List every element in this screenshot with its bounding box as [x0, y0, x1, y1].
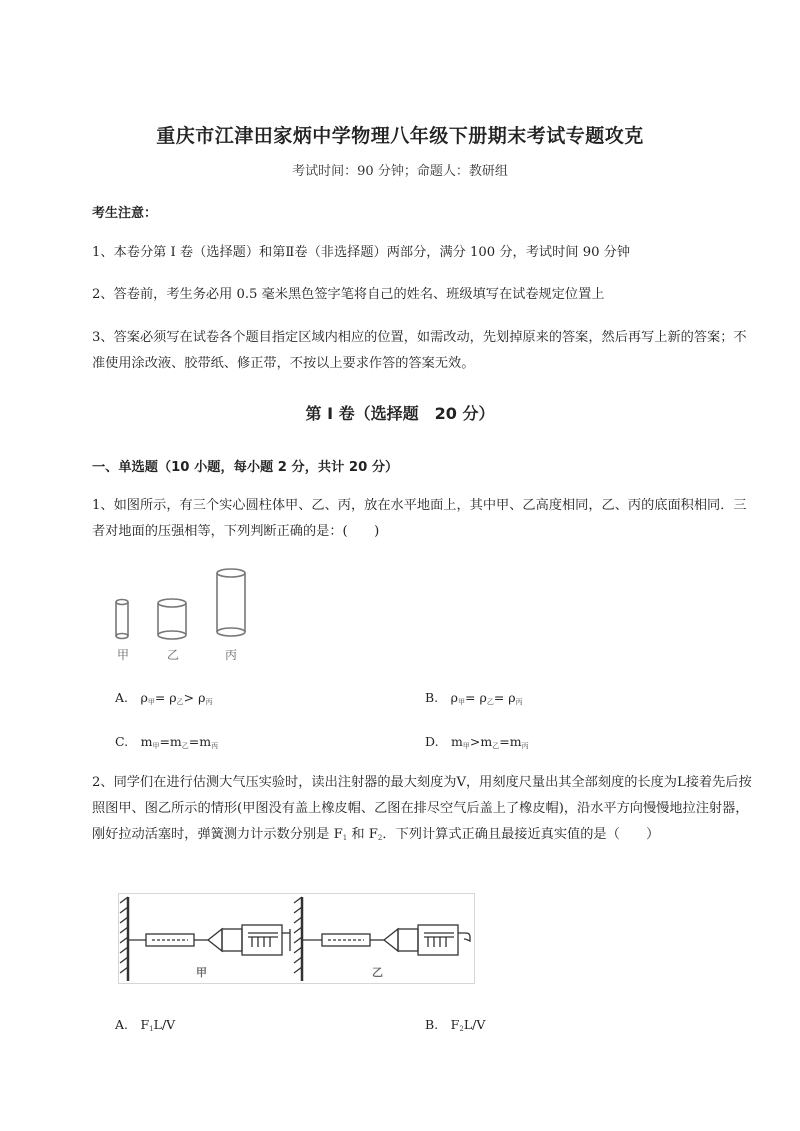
q2-option-b[interactable]: B. $F_2L/V$	[425, 1017, 486, 1033]
figure-label-2-jia: 甲	[196, 966, 207, 979]
part-title: 一、单选题（10 小题，每小题 2 分，共计 20 分）	[92, 460, 399, 475]
notice-item-2: 2、答卷前，考生务必用 0.5 毫米黑色签字笔将自己的姓名、班级填写在试卷规定位置上	[92, 287, 605, 302]
question-2-stem: 2、同学们在进行估测大气压实验时，读出注射器的最大刻度为V，用刻度尺量出其全部刻度的长度为L接着先后按照图甲、图乙所示的情形(甲图没有盖上橡皮帽、乙图在排尽空气后盖上了橡皮帽)，沿水平方向慢慢地拉注射器，刚好拉动活塞时，弹簧测力计示数分别是 $F_1$ 和 $F_2$．下列计算式正确且最接近真实值的是（ ）	[92, 775, 752, 842]
cylinders-diagram	[105, 560, 265, 660]
notice-item-1: 1、本卷分第 I 卷（选择题）和第Ⅱ卷（非选择题）两部分，满分 100 分，考试时间 90 分钟	[92, 245, 631, 260]
page-title: 重庆市江津田家炳中学物理八年级下册期末考试专题攻克	[156, 125, 644, 147]
figure-label-jia: 甲	[117, 648, 130, 662]
syringe-diagram	[118, 893, 476, 985]
figure-label-bing: 丙	[225, 648, 238, 662]
figure-label-2-yi: 乙	[372, 966, 383, 979]
exam-info: 考试时间：90 分钟；命题人：教研组	[292, 164, 508, 179]
notice-item-3: 3、答案必须写在试卷各个题目指定区域内相应的位置，如需改动，先划掉原来的答案，然后再写上新的答案；不准使用涂改液、胶带纸、修正带，不按以上要求作答的答案无效。	[92, 330, 747, 371]
question-1-stem: 1、如图所示，有三个实心圆柱体甲、乙、丙，放在水平地面上，其中甲、乙高度相同，乙、丙的底面积相同．三者对地面的压强相等，下列判断正确的是：( )	[92, 498, 747, 539]
notice-heading: 考生注意：	[92, 206, 158, 221]
syringe-figure	[118, 893, 476, 985]
q1-option-a[interactable]: A. $\rho_甲= \rho_乙> \rho_丙$	[115, 690, 213, 706]
cylinders-figure	[105, 560, 265, 660]
figure-label-yi: 乙	[167, 648, 180, 662]
q1-option-c[interactable]: C. $m_甲=m_乙=m_丙$	[115, 734, 219, 750]
section-title: 第 I 卷（选择题 20 分）	[305, 404, 495, 423]
q1-option-d[interactable]: D. $m_甲>m_乙=m_丙$	[425, 734, 529, 750]
q1-option-b[interactable]: B. $\rho_甲= \rho_乙= \rho_丙$	[425, 690, 523, 706]
q2-option-a[interactable]: A. $F_1L/V$	[115, 1017, 176, 1033]
